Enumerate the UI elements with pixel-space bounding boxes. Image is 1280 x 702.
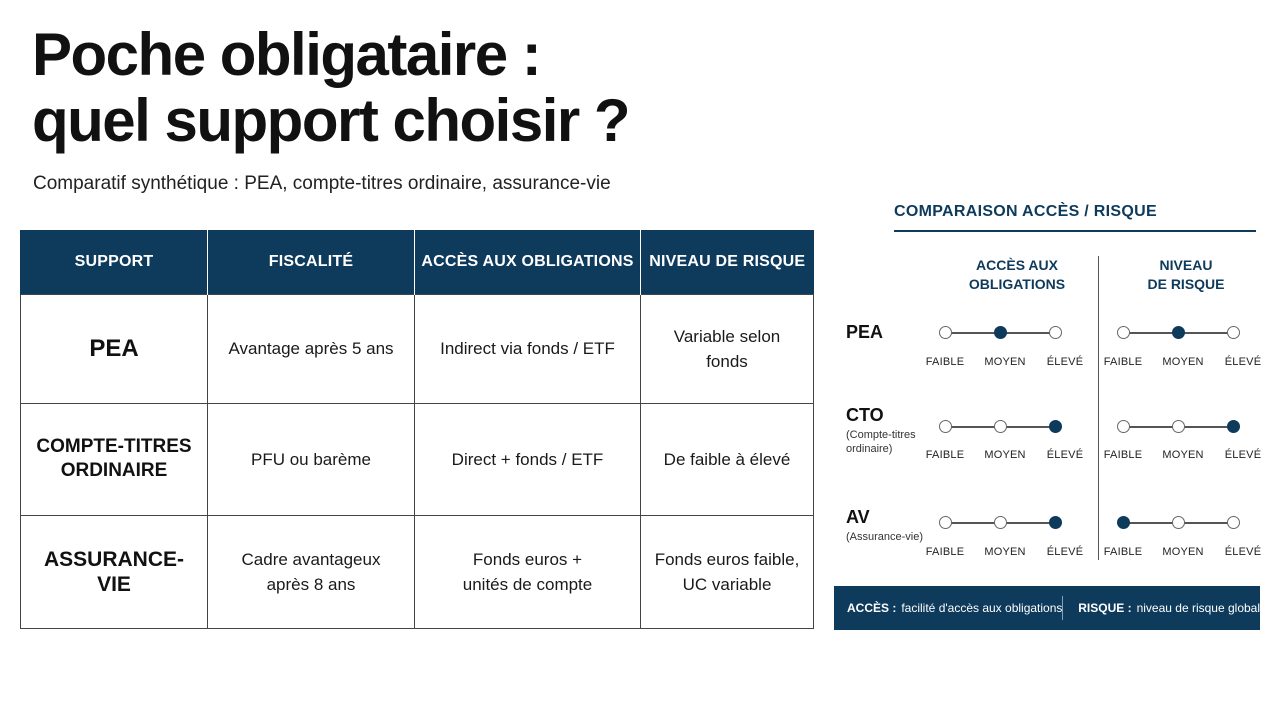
page-subtitle: Comparatif synthétique : PEA, compte-titres ordinaire, assurance-vie (33, 173, 611, 194)
scale-tick-label: FAIBLE (1103, 449, 1143, 461)
scale-tick-label: FAIBLE (925, 449, 965, 461)
cell-support (21, 515, 208, 628)
scale-dot (939, 420, 952, 433)
risk-scale-cto (1118, 419, 1240, 435)
legend-access-text: facilité d'accès aux obligations (901, 601, 1063, 615)
scale-tick-label: FAIBLE (1103, 546, 1143, 558)
scale-dot-selected (1227, 420, 1240, 433)
legend-risk-text: niveau de risque global (1136, 601, 1260, 615)
table-header-row (21, 230, 814, 294)
row-sub-line: (Compte-titres (846, 429, 916, 441)
row-sub-line: ordinaire) (846, 443, 893, 455)
scale-dot (1117, 420, 1130, 433)
access-scale-av (940, 515, 1062, 531)
cell-line: Fonds euros faible, (654, 549, 800, 569)
header-risque: NIVEAU DE RISQUE (641, 230, 814, 294)
scale-tick-label: ÉLEVÉ (1046, 546, 1084, 558)
scale-tick-label: MOYEN (1162, 449, 1204, 461)
scale-tick-label: MOYEN (984, 546, 1026, 558)
cell-acces (415, 294, 641, 403)
panel-title: COMPARAISON ACCÈS / RISQUE (894, 203, 1157, 220)
legend-risk (1062, 601, 1260, 615)
legend-risk-key: RISQUE : (1078, 601, 1132, 615)
cell-line: après 8 ans (266, 574, 356, 594)
scale-dot (994, 516, 1007, 529)
scale-dot (994, 420, 1007, 433)
cell-line: unités de compte (462, 574, 593, 594)
table-row (21, 403, 814, 515)
header-fiscalite: FISCALITÉ (208, 230, 415, 294)
cell-risque (641, 294, 814, 403)
scale-tick-label: ÉLEVÉ (1046, 449, 1084, 461)
scale-dot-selected (994, 326, 1007, 339)
row-sub-line: (Assurance-vie) (846, 531, 924, 543)
row-sub-cto (846, 428, 916, 456)
scale-tick-label: ÉLEVÉ (1224, 449, 1262, 461)
cell-line: COMPTE-TITRES (36, 436, 192, 457)
risk-scale-pea (1118, 325, 1240, 341)
cell-line: ORDINAIRE (60, 460, 168, 481)
cell-support (21, 294, 208, 403)
column-head-line: NIVEAU (1159, 257, 1213, 273)
scale-dot (1172, 516, 1185, 529)
title-line-2: quel support choisir ? (32, 87, 630, 154)
cell-line: Direct + fonds / ETF (451, 449, 604, 469)
legend-access-key: ACCÈS : (847, 601, 897, 615)
table-row (21, 294, 814, 403)
scale-dot (939, 516, 952, 529)
cell-line: PFU ou barème (251, 449, 371, 469)
column-head-line: ACCÈS AUX (976, 257, 1058, 273)
legend-access (834, 601, 1062, 615)
cell-acces (415, 403, 641, 515)
cell-line: Cadre avantageux (241, 549, 381, 569)
cell-fiscalite (208, 403, 415, 515)
header-support: SUPPORT (21, 230, 208, 294)
scale-tick-label: MOYEN (984, 356, 1026, 368)
cell-line: PEA (89, 335, 139, 362)
scale-dot (1117, 326, 1130, 339)
cell-risque (641, 515, 814, 628)
risk-scale-av (1118, 515, 1240, 531)
cell-line: De faible à élevé (663, 449, 791, 469)
column-divider (1098, 256, 1099, 560)
scale-dot (1172, 420, 1185, 433)
scale-tick-label: MOYEN (1162, 546, 1204, 558)
column-head-line: DE RISQUE (1147, 276, 1225, 292)
scale-tick-label: FAIBLE (1103, 356, 1143, 368)
cell-line: ASSURANCE-VIE (43, 547, 184, 596)
cell-fiscalite (208, 515, 415, 628)
scale-tick-label: ÉLEVÉ (1224, 356, 1262, 368)
title-line-1: Poche obligataire : (32, 21, 541, 88)
cell-line: Avantage après 5 ans (228, 339, 394, 358)
cell-line: Fonds euros + (472, 549, 583, 569)
cell-risque (641, 403, 814, 515)
column-head-access (937, 256, 1097, 294)
scale-dot-selected (1049, 516, 1062, 529)
scale-dot (1227, 326, 1240, 339)
cell-line: UC variable (682, 574, 772, 594)
comparison-table (20, 230, 814, 629)
scale-tick-label: ÉLEVÉ (1046, 356, 1084, 368)
row-label-pea: PEA (846, 322, 884, 342)
scale-tick-label: FAIBLE (925, 356, 965, 368)
cell-line: Variable selon fonds (673, 326, 781, 371)
cell-support (21, 403, 208, 515)
page-title (32, 22, 629, 154)
table-row (21, 515, 814, 628)
scale-tick-label: MOYEN (984, 449, 1026, 461)
scale-dot (1049, 326, 1062, 339)
scale-tick-label: ÉLEVÉ (1224, 546, 1262, 558)
row-label-cto: CTO (846, 405, 884, 425)
scale-dot-selected (1172, 326, 1185, 339)
row-label-av: AV (846, 507, 870, 527)
scale-tick-label: MOYEN (1162, 356, 1204, 368)
access-scale-cto (940, 419, 1062, 435)
scale-dot (939, 326, 952, 339)
cell-fiscalite (208, 294, 415, 403)
header-acces: ACCÈS AUX OBLIGATIONS (415, 230, 641, 294)
legend-bar (834, 586, 1260, 630)
scale-dot-selected (1049, 420, 1062, 433)
scale-dot (1227, 516, 1240, 529)
column-head-risk (1106, 256, 1266, 294)
access-scale-pea (940, 325, 1062, 341)
scale-tick-label: FAIBLE (925, 546, 965, 558)
column-head-line: OBLIGATIONS (968, 276, 1066, 292)
scale-dot-selected (1117, 516, 1130, 529)
row-sub-av (846, 530, 923, 544)
cell-acces (415, 515, 641, 628)
panel-title-rule (894, 230, 1256, 232)
cell-line: Indirect via fonds / ETF (440, 339, 615, 358)
